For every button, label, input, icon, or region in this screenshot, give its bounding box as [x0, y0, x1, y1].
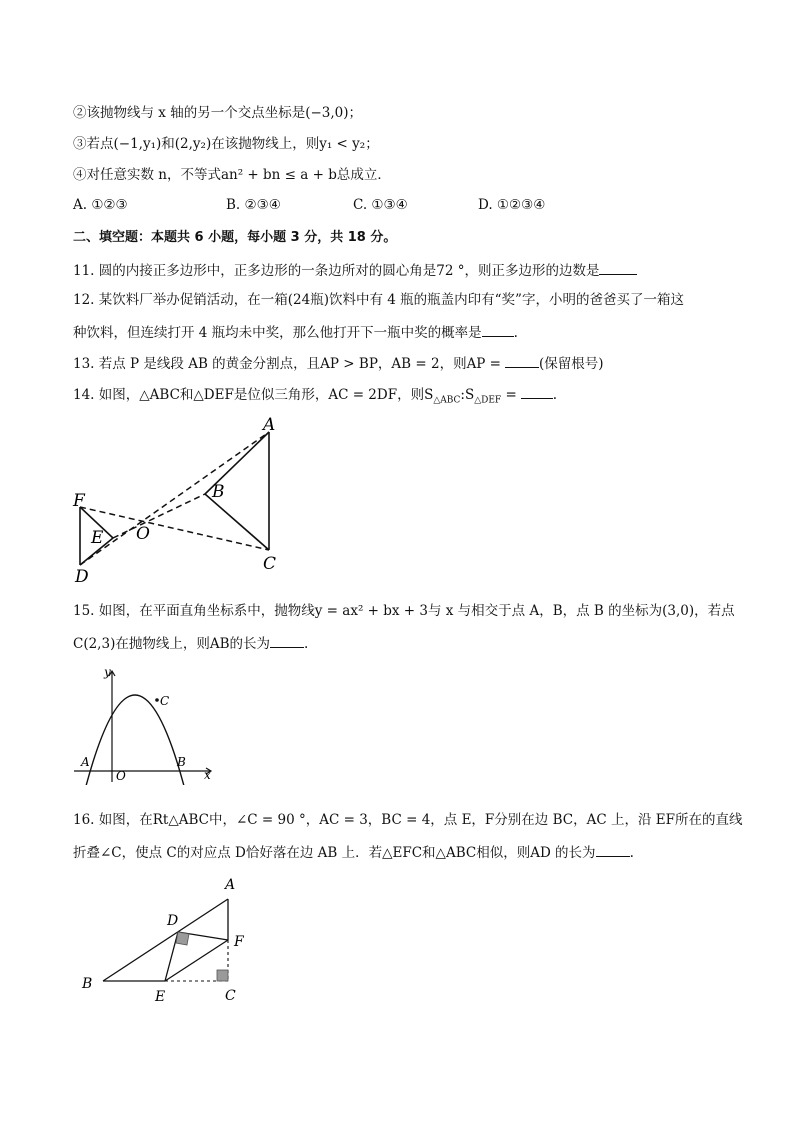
- statement-3: ③若点(−1,y₁)和(2,y₂)在该抛物线上，则y₁ < y₂；: [73, 136, 379, 152]
- q14-colon: :S: [460, 387, 475, 403]
- figure-15: [70, 660, 220, 785]
- fig14-label-f: F: [73, 491, 85, 511]
- q13-text: 13. 若点 P 是线段 AB 的黄金分割点，且AP > BP，AB = 2，则AP =: [73, 356, 501, 372]
- fig14-label-b: B: [212, 482, 225, 502]
- fig15-label-c: C: [160, 694, 170, 708]
- q12-answer-blank: [482, 322, 514, 337]
- fig16-label-d: D: [167, 913, 179, 929]
- fig16-label-f: F: [234, 934, 244, 950]
- fig14-label-o: O: [136, 524, 150, 544]
- question-13: [73, 353, 604, 373]
- fig16-label-c: C: [225, 988, 236, 1004]
- statement-2: ②该抛物线与 x 轴的另一个交点坐标是(−3,0)；: [73, 105, 363, 121]
- question-14: [73, 384, 557, 410]
- q11-text: 11. 圆的内接正多边形中，正多边形的一条边所对的圆心角是72 °，则正多边形的边数是: [73, 263, 600, 279]
- q15-end: .: [304, 636, 309, 652]
- fig16-label-a: A: [225, 877, 236, 893]
- fig14-label-c: C: [263, 554, 277, 574]
- fig15-label-b: B: [177, 755, 186, 769]
- q12-text: 种饮料，但连续打开 4 瓶均未中奖，那么他打开下一瓶中奖的概率是: [73, 325, 482, 341]
- q11-answer-blank: [599, 260, 637, 275]
- statement-4: ④对任意实数 n，不等式an² + bn ≤ a + b总成立．: [73, 167, 391, 183]
- q15-line1: 15. 如图，在平面直角坐标系中，抛物线y = ax² + bx + 3与 x 与相交于点 A，B，点 B 的坐标为(3,0)，若点: [73, 603, 735, 619]
- fig15-point-c: [155, 698, 159, 702]
- fig16-right-angle-c: [217, 970, 228, 981]
- fig14-side-bc: [205, 494, 269, 550]
- q15-line2: [73, 633, 308, 653]
- fig14-dash-fc: [80, 507, 269, 550]
- q15-answer-blank: [270, 633, 304, 648]
- fig14-label-e: E: [91, 528, 104, 548]
- fig16-right-angle-d: [176, 932, 189, 945]
- figure-14: [70, 415, 290, 587]
- fig15-label-a: A: [81, 755, 90, 769]
- question-11: [73, 260, 637, 280]
- q13-answer-blank: [505, 353, 539, 368]
- q14-sub1: △ABC: [433, 395, 461, 406]
- fig16-side-ba: [103, 899, 228, 981]
- fig16-label-b: B: [82, 976, 93, 992]
- fig15-label-y: y: [104, 665, 111, 679]
- q16-answer-blank: [596, 842, 630, 857]
- fig15-label-o: O: [116, 769, 126, 783]
- figure-16: [75, 870, 255, 1010]
- q14-sub2: △DEF: [474, 395, 502, 406]
- fig15-label-x: x: [204, 768, 211, 782]
- fig14-dash-eb: [113, 494, 205, 538]
- fig14-label-a: A: [263, 415, 276, 435]
- q14-end: .: [552, 387, 558, 403]
- q12-line1: 12. 某饮料厂举办促销活动，在一箱(24瓶)饮料中有 4 瓶的瓶盖内印有“奖”字，小明的爸爸买了一箱这: [73, 292, 684, 308]
- choice-b: B. ②③④: [226, 197, 281, 213]
- fig16-label-e: E: [155, 989, 166, 1005]
- q16-line2: [73, 842, 634, 862]
- q16-line1: 16. 如图，在Rt△ABC中，∠C = 90 °，AC = 3，BC = 4，点 E，F分别在边 BC，AC 上，沿 EF所在的直线: [73, 812, 743, 828]
- q12-line2: [73, 322, 518, 342]
- q14-answer-blank: [521, 384, 553, 399]
- q12-end: .: [513, 325, 518, 341]
- q14-eq: =: [501, 387, 517, 403]
- choice-d: D. ①②③④: [478, 197, 546, 213]
- choice-c: C. ①③④: [353, 197, 408, 213]
- fig14-label-d: D: [75, 567, 89, 587]
- section-title: 二、填空题：本题共 6 小题，每小题 3 分，共 18 分。: [73, 230, 397, 245]
- choice-a: A. ①②③: [73, 197, 128, 213]
- fig14-dash-da: [80, 432, 269, 565]
- q14-text: 14. 如图，△ABC和△DEF是位似三角形，AC = 2DF，则S: [73, 387, 434, 403]
- q16-end: .: [629, 845, 634, 861]
- q16-text: 折叠∠C，使点 C的对应点 D恰好落在边 AB 上．若△EFC和△ABC相似，则AD 的长为: [73, 845, 596, 861]
- q15-text: C(2,3)在抛物线上，则AB的长为: [73, 636, 271, 652]
- q13-note: (保留根号): [539, 356, 604, 372]
